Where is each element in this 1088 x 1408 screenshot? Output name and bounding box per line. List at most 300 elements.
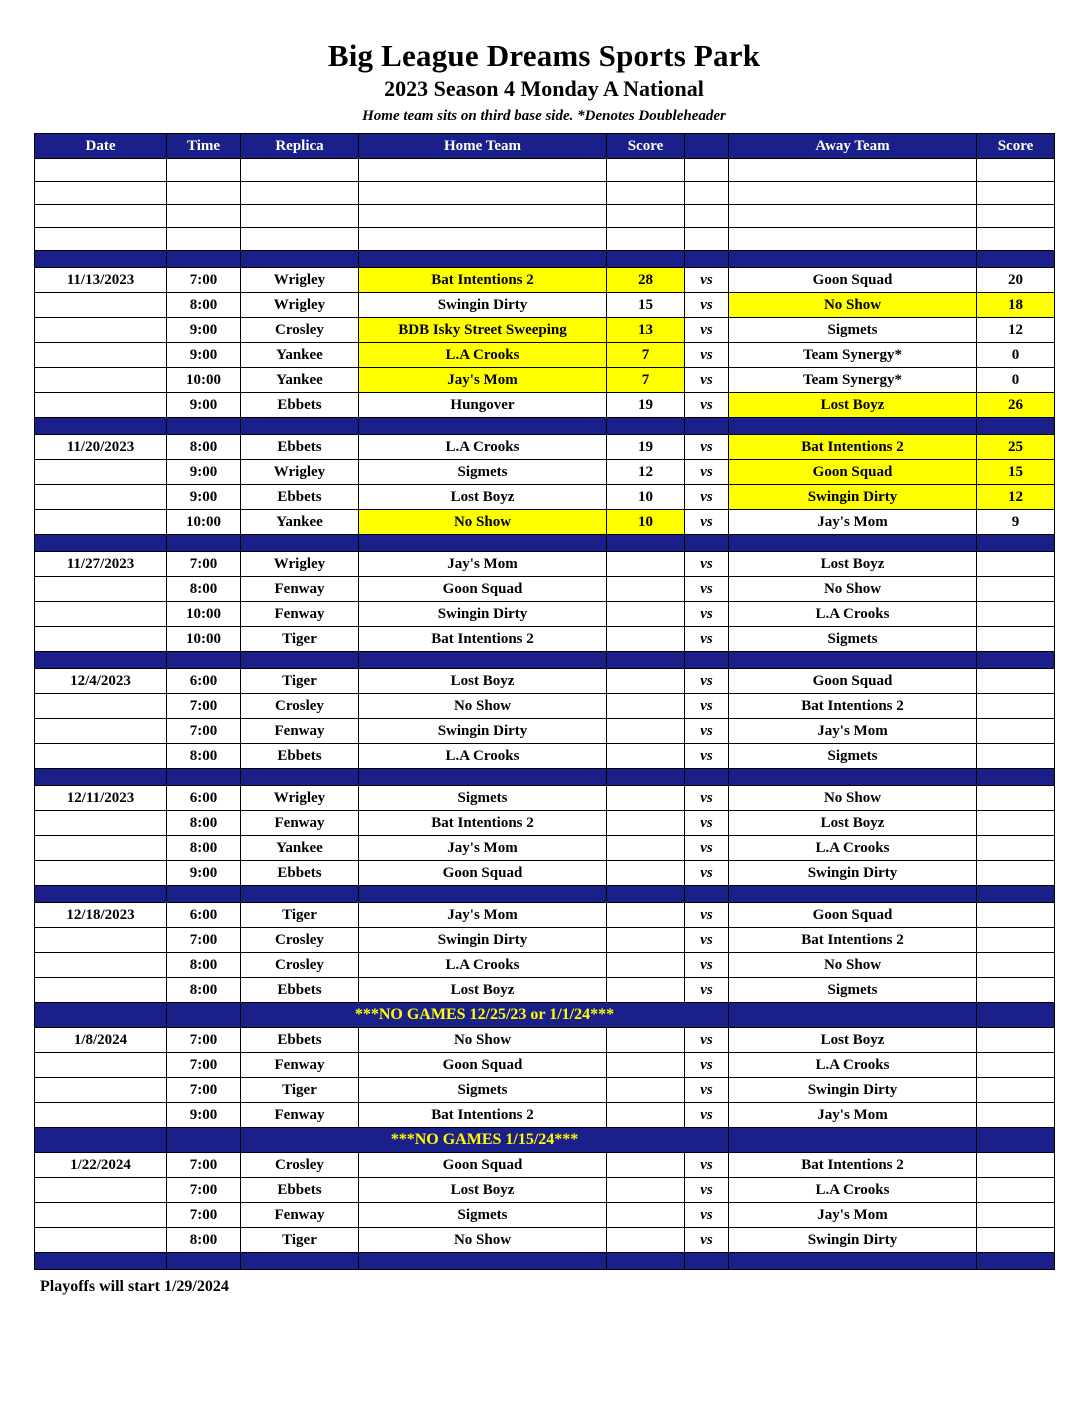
- game-replica-field: Tiger: [241, 1078, 359, 1103]
- game-time: 9:00: [167, 485, 241, 510]
- versus-label: vs: [685, 577, 729, 602]
- empty-cell: [607, 205, 685, 228]
- column-header-time: Time: [167, 134, 241, 159]
- game-row: [35, 694, 1055, 719]
- home-team-score: [607, 602, 685, 627]
- page-note: Home team sits on third base side. *Denotes Doubleheader: [362, 108, 726, 124]
- game-row: [35, 552, 1055, 577]
- game-replica-field: Crosley: [241, 694, 359, 719]
- column-header-replica: Replica: [241, 134, 359, 159]
- away-team-score: [977, 694, 1055, 719]
- home-team-name: L.A Crooks: [359, 953, 607, 978]
- game-date: [35, 1178, 167, 1203]
- away-team-name: Team Synergy*: [729, 368, 977, 393]
- away-team-name: Sigmets: [729, 744, 977, 769]
- versus-label: vs: [685, 978, 729, 1003]
- home-team-score: [607, 1103, 685, 1128]
- separator-cell: [35, 769, 167, 786]
- game-replica-field: Yankee: [241, 368, 359, 393]
- away-team-score: 12: [977, 318, 1055, 343]
- game-replica-field: Fenway: [241, 1203, 359, 1228]
- game-time: 8:00: [167, 836, 241, 861]
- away-team-name: Swingin Dirty: [729, 485, 977, 510]
- game-replica-field: Fenway: [241, 811, 359, 836]
- home-team-name: Swingin Dirty: [359, 719, 607, 744]
- separator-cell: [359, 418, 607, 435]
- versus-label: vs: [685, 627, 729, 652]
- game-date: 11/27/2023: [35, 552, 167, 577]
- away-team-name: No Show: [729, 293, 977, 318]
- game-row: [35, 435, 1055, 460]
- empty-cell: [685, 159, 729, 182]
- away-team-score: [977, 1178, 1055, 1203]
- home-team-name: L.A Crooks: [359, 343, 607, 368]
- game-time: 7:00: [167, 552, 241, 577]
- game-replica-field: Yankee: [241, 510, 359, 535]
- empty-cell: [359, 159, 607, 182]
- versus-label: vs: [685, 460, 729, 485]
- away-team-name: Jay's Mom: [729, 719, 977, 744]
- empty-cell: [167, 182, 241, 205]
- column-header-home-team: Home Team: [359, 134, 607, 159]
- home-team-score: [607, 1178, 685, 1203]
- separator-cell: [35, 652, 167, 669]
- game-date: [35, 393, 167, 418]
- table-header: [35, 134, 1055, 159]
- game-time: 10:00: [167, 627, 241, 652]
- separator-cell: [977, 418, 1055, 435]
- game-date: [35, 485, 167, 510]
- empty-cell: [35, 182, 167, 205]
- game-date: [35, 510, 167, 535]
- home-team-name: Sigmets: [359, 1203, 607, 1228]
- away-team-name: Lost Boyz: [729, 811, 977, 836]
- home-team-score: 7: [607, 343, 685, 368]
- separator-cell: [35, 535, 167, 552]
- separator-cell: [685, 769, 729, 786]
- game-replica-field: Fenway: [241, 1053, 359, 1078]
- game-date: [35, 1228, 167, 1253]
- home-team-name: Hungover: [359, 393, 607, 418]
- away-team-name: Jay's Mom: [729, 1103, 977, 1128]
- empty-cell: [977, 182, 1055, 205]
- versus-label: vs: [685, 602, 729, 627]
- game-time: 7:00: [167, 719, 241, 744]
- game-time: 8:00: [167, 577, 241, 602]
- home-team-name: Goon Squad: [359, 577, 607, 602]
- game-row: [35, 953, 1055, 978]
- separator-cell: [977, 886, 1055, 903]
- game-time: 7:00: [167, 928, 241, 953]
- game-row: [35, 602, 1055, 627]
- separator-cell: [685, 652, 729, 669]
- away-team-name: Jay's Mom: [729, 510, 977, 535]
- home-team-score: [607, 861, 685, 886]
- versus-label: vs: [685, 719, 729, 744]
- game-replica-field: Ebbets: [241, 1028, 359, 1053]
- separator-cell: [167, 886, 241, 903]
- away-team-name: Goon Squad: [729, 669, 977, 694]
- versus-label: vs: [685, 953, 729, 978]
- versus-label: vs: [685, 861, 729, 886]
- game-replica-field: Ebbets: [241, 393, 359, 418]
- home-team-score: 12: [607, 460, 685, 485]
- game-date: [35, 861, 167, 886]
- empty-cell: [359, 205, 607, 228]
- banner-pad-cell: [167, 1003, 241, 1028]
- game-time: 7:00: [167, 1053, 241, 1078]
- versus-label: vs: [685, 694, 729, 719]
- empty-cell: [241, 228, 359, 251]
- page-subtitle: 2023 Season 4 Monday A National: [384, 76, 704, 101]
- empty-cell: [729, 182, 977, 205]
- away-team-name: No Show: [729, 953, 977, 978]
- game-row: [35, 510, 1055, 535]
- game-replica-field: Ebbets: [241, 861, 359, 886]
- versus-label: vs: [685, 510, 729, 535]
- separator-cell: [977, 1253, 1055, 1270]
- separator-cell: [685, 886, 729, 903]
- column-header-date: Date: [35, 134, 167, 159]
- separator-cell: [685, 251, 729, 268]
- game-row: [35, 1053, 1055, 1078]
- separator-cell: [167, 1253, 241, 1270]
- game-time: 10:00: [167, 510, 241, 535]
- separator-cell: [167, 652, 241, 669]
- week-separator-row: [35, 251, 1055, 268]
- game-time: 7:00: [167, 694, 241, 719]
- empty-cell: [35, 228, 167, 251]
- game-time: 9:00: [167, 861, 241, 886]
- game-date: [35, 953, 167, 978]
- away-team-name: Team Synergy*: [729, 343, 977, 368]
- away-team-name: Bat Intentions 2: [729, 435, 977, 460]
- separator-cell: [167, 418, 241, 435]
- separator-cell: [167, 769, 241, 786]
- separator-cell: [167, 251, 241, 268]
- empty-cell: [729, 228, 977, 251]
- home-team-name: Swingin Dirty: [359, 602, 607, 627]
- game-time: 9:00: [167, 460, 241, 485]
- home-team-name: Lost Boyz: [359, 1178, 607, 1203]
- empty-cell: [607, 182, 685, 205]
- game-row: [35, 861, 1055, 886]
- separator-cell: [35, 1253, 167, 1270]
- home-team-name: Swingin Dirty: [359, 293, 607, 318]
- game-row: [35, 1178, 1055, 1203]
- game-replica-field: Tiger: [241, 903, 359, 928]
- separator-cell: [729, 886, 977, 903]
- separator-cell: [729, 418, 977, 435]
- versus-label: vs: [685, 552, 729, 577]
- game-date: [35, 293, 167, 318]
- away-team-name: Swingin Dirty: [729, 861, 977, 886]
- week-separator-row: [35, 652, 1055, 669]
- game-date: [35, 811, 167, 836]
- empty-cell: [977, 205, 1055, 228]
- game-replica-field: Crosley: [241, 1153, 359, 1178]
- game-date: [35, 318, 167, 343]
- home-team-score: 13: [607, 318, 685, 343]
- home-team-score: 28: [607, 268, 685, 293]
- away-team-score: [977, 669, 1055, 694]
- game-date: [35, 719, 167, 744]
- game-row: [35, 811, 1055, 836]
- home-team-score: [607, 978, 685, 1003]
- separator-cell: [607, 1253, 685, 1270]
- empty-cell: [359, 228, 607, 251]
- separator-cell: [685, 535, 729, 552]
- versus-label: vs: [685, 318, 729, 343]
- home-team-score: [607, 811, 685, 836]
- game-time: 10:00: [167, 368, 241, 393]
- game-time: 9:00: [167, 343, 241, 368]
- game-replica-field: Ebbets: [241, 485, 359, 510]
- empty-cell: [35, 159, 167, 182]
- game-time: 7:00: [167, 268, 241, 293]
- column-header-away-score: Score: [977, 134, 1055, 159]
- away-team-score: 0: [977, 368, 1055, 393]
- away-team-score: [977, 953, 1055, 978]
- away-team-score: 0: [977, 343, 1055, 368]
- game-time: 7:00: [167, 1203, 241, 1228]
- game-time: 8:00: [167, 435, 241, 460]
- week-separator-row: [35, 535, 1055, 552]
- away-team-score: [977, 1028, 1055, 1053]
- game-time: 8:00: [167, 811, 241, 836]
- home-team-name: Jay's Mom: [359, 836, 607, 861]
- game-row: [35, 928, 1055, 953]
- game-row: [35, 293, 1055, 318]
- banner-pad-cell: [729, 1128, 977, 1153]
- game-row: [35, 786, 1055, 811]
- away-team-score: [977, 836, 1055, 861]
- home-team-score: [607, 836, 685, 861]
- away-team-score: [977, 627, 1055, 652]
- away-team-score: 15: [977, 460, 1055, 485]
- separator-cell: [685, 1253, 729, 1270]
- game-replica-field: Crosley: [241, 953, 359, 978]
- game-row: [35, 903, 1055, 928]
- home-team-name: Lost Boyz: [359, 978, 607, 1003]
- game-replica-field: Crosley: [241, 928, 359, 953]
- game-time: 6:00: [167, 903, 241, 928]
- game-time: 10:00: [167, 602, 241, 627]
- game-row: [35, 577, 1055, 602]
- game-replica-field: Fenway: [241, 577, 359, 602]
- versus-label: vs: [685, 393, 729, 418]
- game-replica-field: Wrigley: [241, 293, 359, 318]
- home-team-name: Jay's Mom: [359, 552, 607, 577]
- separator-cell: [241, 886, 359, 903]
- versus-label: vs: [685, 1178, 729, 1203]
- home-team-score: [607, 694, 685, 719]
- game-replica-field: Fenway: [241, 1103, 359, 1128]
- schedule-table: [34, 133, 1055, 1270]
- away-team-score: [977, 1078, 1055, 1103]
- home-team-name: Sigmets: [359, 786, 607, 811]
- home-team-name: Bat Intentions 2: [359, 627, 607, 652]
- game-row: [35, 318, 1055, 343]
- separator-cell: [241, 418, 359, 435]
- home-team-score: 19: [607, 435, 685, 460]
- separator-cell: [977, 251, 1055, 268]
- game-date: 12/11/2023: [35, 786, 167, 811]
- away-team-score: [977, 811, 1055, 836]
- home-team-score: [607, 786, 685, 811]
- versus-label: vs: [685, 1103, 729, 1128]
- home-team-score: [607, 627, 685, 652]
- game-date: 12/18/2023: [35, 903, 167, 928]
- game-replica-field: Fenway: [241, 602, 359, 627]
- versus-label: vs: [685, 1028, 729, 1053]
- away-team-name: L.A Crooks: [729, 602, 977, 627]
- empty-cell: [241, 159, 359, 182]
- versus-label: vs: [685, 1078, 729, 1103]
- game-row: [35, 978, 1055, 1003]
- away-team-name: Sigmets: [729, 627, 977, 652]
- away-team-name: Lost Boyz: [729, 393, 977, 418]
- home-team-name: L.A Crooks: [359, 435, 607, 460]
- away-team-name: Lost Boyz: [729, 1028, 977, 1053]
- away-team-score: [977, 1203, 1055, 1228]
- separator-cell: [607, 769, 685, 786]
- week-separator-row: [35, 418, 1055, 435]
- away-team-name: Jay's Mom: [729, 1203, 977, 1228]
- week-separator-row: [35, 1253, 1055, 1270]
- home-team-score: 10: [607, 485, 685, 510]
- home-team-score: [607, 1053, 685, 1078]
- versus-label: vs: [685, 368, 729, 393]
- game-row: [35, 393, 1055, 418]
- empty-cell: [977, 228, 1055, 251]
- home-team-score: [607, 1203, 685, 1228]
- home-team-name: No Show: [359, 1028, 607, 1053]
- away-team-name: Sigmets: [729, 318, 977, 343]
- banner-pad-cell: [977, 1003, 1055, 1028]
- no-games-banner-text: ***NO GAMES 1/15/24***: [241, 1128, 729, 1153]
- empty-cell: [167, 228, 241, 251]
- separator-cell: [607, 886, 685, 903]
- home-team-score: [607, 744, 685, 769]
- away-team-name: Bat Intentions 2: [729, 928, 977, 953]
- game-replica-field: Wrigley: [241, 786, 359, 811]
- game-date: [35, 744, 167, 769]
- away-team-name: No Show: [729, 577, 977, 602]
- game-replica-field: Tiger: [241, 1228, 359, 1253]
- separator-cell: [729, 535, 977, 552]
- away-team-score: 9: [977, 510, 1055, 535]
- away-team-score: [977, 744, 1055, 769]
- home-team-name: Bat Intentions 2: [359, 811, 607, 836]
- home-team-name: Goon Squad: [359, 1153, 607, 1178]
- empty-cell: [685, 205, 729, 228]
- versus-label: vs: [685, 1053, 729, 1078]
- separator-cell: [359, 1253, 607, 1270]
- separator-cell: [607, 418, 685, 435]
- separator-cell: [241, 1253, 359, 1270]
- empty-cell: [977, 159, 1055, 182]
- separator-cell: [729, 652, 977, 669]
- banner-pad-cell: [977, 1128, 1055, 1153]
- home-team-name: Bat Intentions 2: [359, 268, 607, 293]
- column-header-away-team: Away Team: [729, 134, 977, 159]
- home-team-name: No Show: [359, 510, 607, 535]
- home-team-name: L.A Crooks: [359, 744, 607, 769]
- separator-cell: [729, 251, 977, 268]
- versus-label: vs: [685, 928, 729, 953]
- game-time: 8:00: [167, 293, 241, 318]
- separator-cell: [241, 251, 359, 268]
- separator-cell: [977, 769, 1055, 786]
- game-date: [35, 343, 167, 368]
- empty-cell: [35, 205, 167, 228]
- game-date: [35, 602, 167, 627]
- home-team-score: [607, 1228, 685, 1253]
- home-team-name: Sigmets: [359, 1078, 607, 1103]
- separator-cell: [35, 886, 167, 903]
- versus-label: vs: [685, 1153, 729, 1178]
- home-team-score: [607, 669, 685, 694]
- game-row: [35, 744, 1055, 769]
- game-date: [35, 627, 167, 652]
- column-header-home-score: Score: [607, 134, 685, 159]
- game-row: [35, 627, 1055, 652]
- versus-label: vs: [685, 293, 729, 318]
- home-team-name: Bat Intentions 2: [359, 1103, 607, 1128]
- game-time: 7:00: [167, 1153, 241, 1178]
- home-team-name: Jay's Mom: [359, 903, 607, 928]
- game-date: [35, 1203, 167, 1228]
- separator-cell: [241, 535, 359, 552]
- empty-cell: [729, 159, 977, 182]
- empty-cell: [685, 182, 729, 205]
- game-replica-field: Tiger: [241, 627, 359, 652]
- home-team-name: No Show: [359, 1228, 607, 1253]
- home-team-name: Goon Squad: [359, 861, 607, 886]
- away-team-name: No Show: [729, 786, 977, 811]
- empty-row: [35, 159, 1055, 182]
- versus-label: vs: [685, 811, 729, 836]
- home-team-score: [607, 928, 685, 953]
- banner-pad-cell: [729, 1003, 977, 1028]
- away-team-name: L.A Crooks: [729, 836, 977, 861]
- game-date: [35, 460, 167, 485]
- versus-label: vs: [685, 485, 729, 510]
- versus-label: vs: [685, 903, 729, 928]
- home-team-score: 15: [607, 293, 685, 318]
- game-date: [35, 1103, 167, 1128]
- versus-label: vs: [685, 435, 729, 460]
- empty-cell: [167, 205, 241, 228]
- separator-cell: [241, 652, 359, 669]
- banner-pad-cell: [35, 1128, 167, 1153]
- versus-label: vs: [685, 343, 729, 368]
- table-body: [35, 159, 1055, 1270]
- away-team-name: Bat Intentions 2: [729, 694, 977, 719]
- away-team-score: [977, 577, 1055, 602]
- no-games-banner-row: [35, 1128, 1055, 1153]
- game-row: [35, 1078, 1055, 1103]
- separator-cell: [35, 418, 167, 435]
- away-team-score: 20: [977, 268, 1055, 293]
- game-replica-field: Crosley: [241, 318, 359, 343]
- game-time: 9:00: [167, 1103, 241, 1128]
- empty-cell: [607, 228, 685, 251]
- game-replica-field: Ebbets: [241, 435, 359, 460]
- away-team-score: 12: [977, 485, 1055, 510]
- empty-cell: [241, 182, 359, 205]
